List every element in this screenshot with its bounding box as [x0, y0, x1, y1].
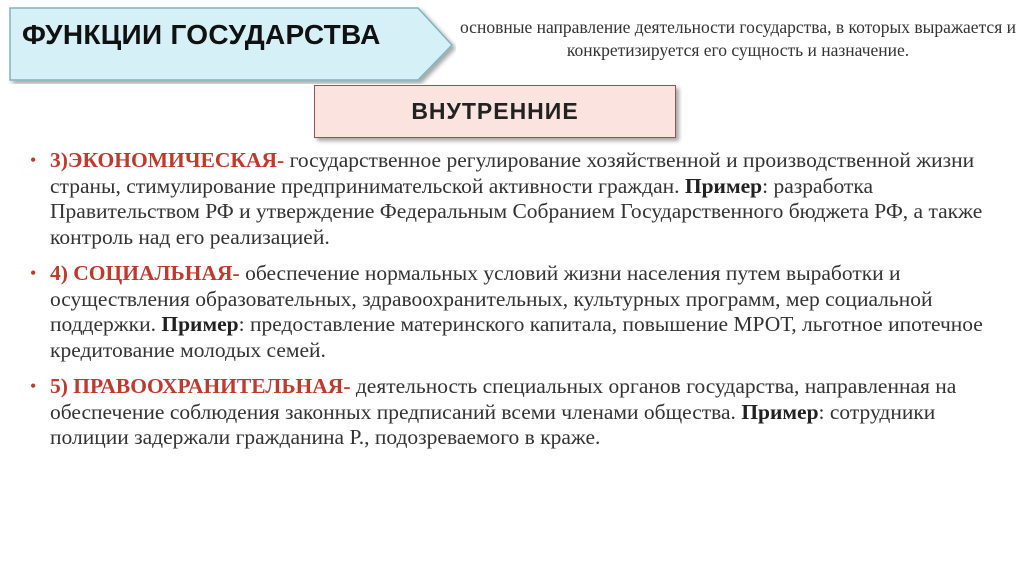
example-label: Пример — [684, 173, 763, 198]
subtitle: ВНУТРЕННИЕ — [411, 98, 579, 124]
example-text: : предоставление материнского капитала, повышение МРОТ, льготное ипотечное кредитование молодых семей. — [50, 312, 983, 362]
example-label: Пример — [161, 312, 239, 336]
page-title: ФУНКЦИИ ГОСУДАРСТВА — [22, 19, 381, 50]
definition-text: основные направление деятельности государства, в которых выражается и конкретизируется его сущность и назначение. — [460, 17, 1016, 60]
bullet-icon: • — [30, 263, 37, 283]
item-heading: 4) СОЦИАЛЬНАЯ- — [50, 261, 240, 285]
item-text: государственное регулирование хозяйственной и производственной жизни страны, стимулирование предпринимательской активности граждан. — [50, 148, 975, 198]
list-item — [30, 261, 1015, 363]
list-item — [30, 148, 1015, 250]
bullet-icon: • — [30, 376, 37, 396]
example-label: Пример — [741, 399, 819, 424]
example-text: : разработка Правительством РФ и утверждение Федеральным Собранием Государственного бюджета РФ, а также контроль над его реализацией. — [50, 173, 983, 249]
example-text: : сотрудники полиции задержали гражданина Р., подозреваемого в краже. — [50, 399, 936, 449]
item-heading: 3)ЭКОНОМИЧЕСКАЯ- — [50, 148, 285, 172]
item-heading: 5) ПРАВООХРАНИТЕЛЬНАЯ- — [50, 374, 351, 398]
item-text: деятельность специальных органов государства, направленная на обеспечение соблюдения законных предписаний всеми членами общества. — [50, 374, 957, 424]
item-text: обеспечение нормальных условий жизни населения путем выработки и осуществления образовательных, здравоохранительных, культурных программ, мер социальной поддержки. — [50, 261, 933, 336]
bullet-icon: • — [30, 150, 37, 170]
subtitle-box — [314, 85, 676, 138]
list-item — [30, 374, 1015, 451]
function-list — [30, 148, 1015, 462]
